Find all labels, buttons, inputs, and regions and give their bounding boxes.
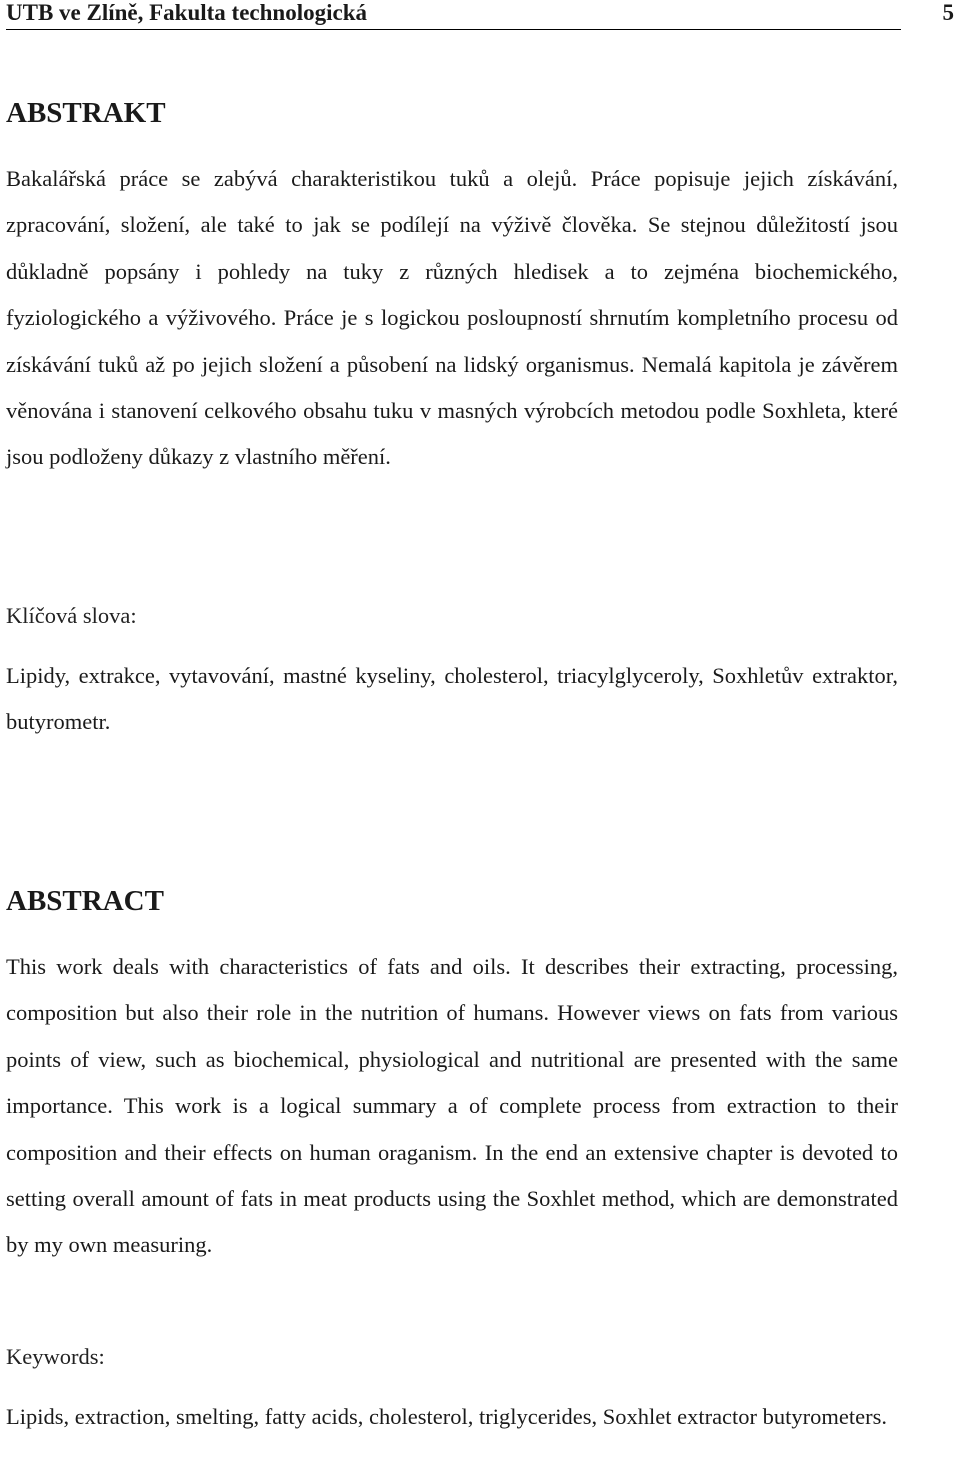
abstrakt-heading: ABSTRAKT	[6, 97, 166, 129]
abstract-keywords: Lipids, extraction, smelting, fatty acids, cholesterol, triglycerides, Soxhlet extractor butyrometers.	[6, 1404, 888, 1429]
page-number: 5	[942, 0, 954, 25]
running-header	[6, 0, 954, 28]
abstract-keywords-label: Keywords:	[6, 1344, 105, 1369]
header-title: UTB ve Zlíně, Fakulta technologická	[6, 0, 367, 25]
header-divider	[6, 29, 901, 30]
abstrakt-paragraph: Bakalářská práce se zabývá charakteristikou tuků a olejů. Práce popisuje jejich získávání, zpracování, složení, ale také to jak se podílejí na výživě člověka. Se stejnou důležitostí jsou důkladně popsány i pohledy na tuky z různých hledisek a to zejména biochemického, fyziologického a výživového. Práce je s logickou posloupností shrnutím kompletního procesu od získávání tuků až po jejich složení a působení na lidský organismus. Nemalá kapitola je závěrem věnována i stanovení celkového obsahu tuku v masných výrobcích metodou podle Soxhleta, které jsou podloženy důkazy z vlastního měření.	[6, 166, 898, 470]
abstract-paragraph: This work deals with characteristics of fats and oils. It describes their extracting, processing, composition but also their role in the nutrition of humans. However views on fats from various points of view, such as biochemical, physiological and nutritional are presented with the same importance. This work is a logical summary a of complete process from extraction to their composition and their effects on human oraganism. In the end an extensive chapter is devoted to setting overall amount of fats in meat products using the Soxhlet method, which are demonstrated by my own measuring.	[6, 954, 898, 1258]
abstrakt-keywords: Lipidy, extrakce, vytavování, mastné kyseliny, cholesterol, triacylglyceroly, Soxhletův extraktor, butyrometr.	[6, 663, 898, 735]
abstrakt-keywords-label: Klíčová slova:	[6, 603, 137, 628]
abstract-heading: ABSTRACT	[6, 885, 164, 917]
